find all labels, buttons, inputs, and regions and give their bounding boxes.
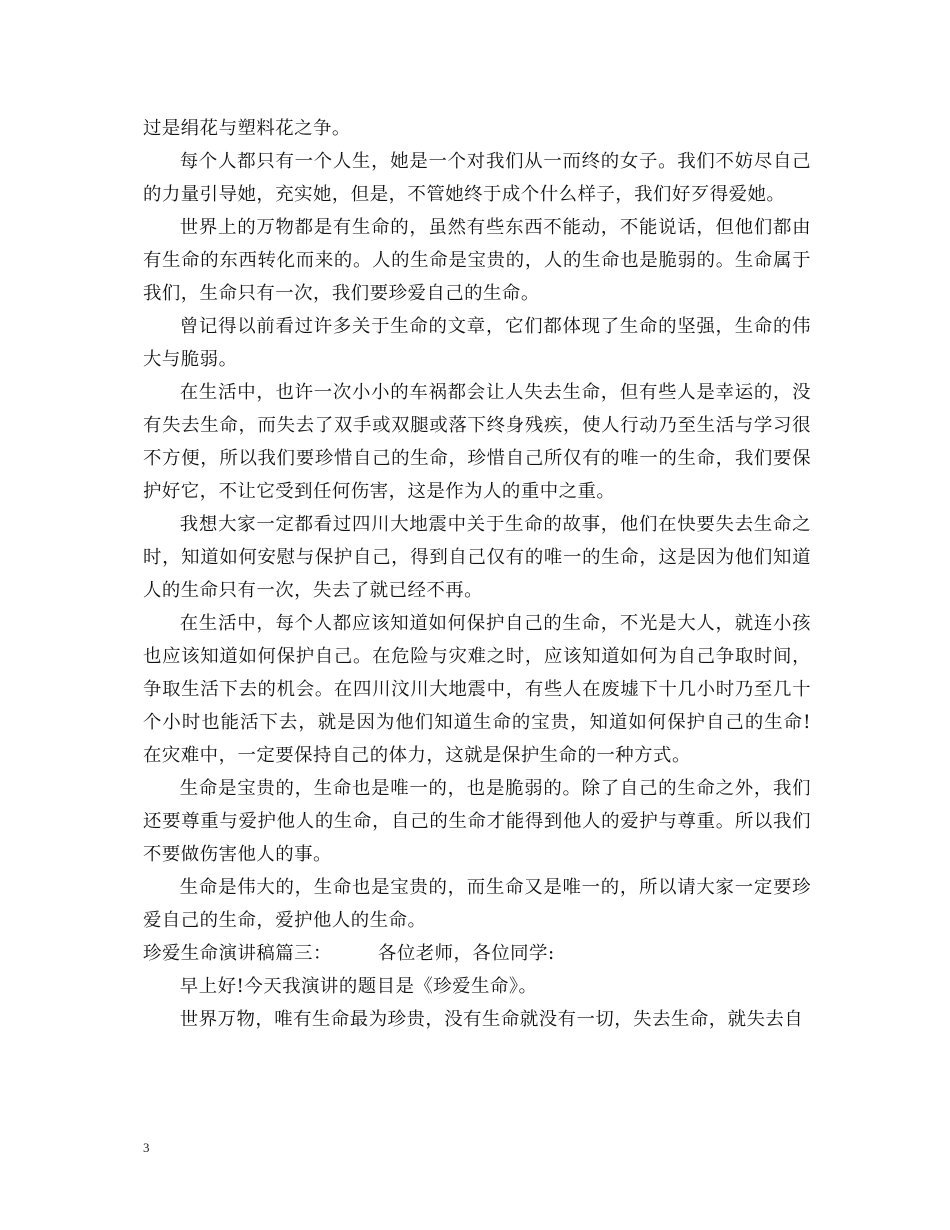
page-number: 3 (143, 1140, 150, 1155)
section-title: 珍爱生命演讲稿篇三： (143, 943, 332, 964)
paragraph: 早上好!今天我演讲的题目是《珍爱生命》。 (179, 976, 538, 997)
paragraph: 世界上的万物都是有生命的，虽然有些东西不能动，不能说话，但他们都由有生命的东西转化而来的。人的生命是宝贵的，人的生命也是脆弱的。生命属于我们，生命只有一次，我们要珍爱自己的生命。 (143, 217, 811, 304)
paragraph: 每个人都只有一个人生，她是一个对我们从一而终的女子。我们不妨尽自己的力量引导她，充实她，但是，不管她终于成个什么样子，我们好歹得爱她。 (143, 151, 811, 205)
greeting: 各位老师，各位同学: (377, 943, 555, 964)
section-heading (143, 937, 811, 970)
paragraph: 曾记得以前看过许多关于生命的文章，它们都体现了生命的坚强，生命的伟大与脆弱。 (143, 316, 811, 370)
paragraph: 我想大家一定都看过四川大地震中关于生命的故事，他们在快要失去生命之时，知道如何安慰与保护自己，得到自己仅有的唯一的生命，这是因为他们知道人的生命只有一次，失去了就已经不再。 (143, 514, 811, 601)
heading-spacer (332, 937, 378, 970)
paragraph: 在生活中，也许一次小小的车祸都会让人失去生命，但有些人是幸运的，没有失去生命，而失去了双手或双腿或落下终身残疾，使人行动乃至生活与学习很不方便，所以我们要珍惜自己的生命，珍惜自己所仅有的唯一的生命，我们要保护好它，不让它受到任何伤害，这是作为人的重中之重。 (143, 382, 811, 502)
paragraph: 世界万物，唯有生命最为珍贵，没有生命就没有一切，失去生命，就失去自 (179, 1009, 804, 1030)
paragraph: 在生活中，每个人都应该知道如何保护自己的生命，不光是大人，就连小孩也应该知道如何保护自己。在危险与灾难之时，应该知道如何为自己争取时间，争取生活下去的机会。在四川汶川大地震中，有些人在废墟下十几小时乃至几十个小时也能活下去，就是因为他们知道生命的宝贵，知道如何保护自己的生命!在灾难中，一定要保持自己的体力，这就是保护生命的一种方式。 (143, 613, 811, 766)
paragraph: 生命是宝贵的，生命也是唯一的，也是脆弱的。除了自己的生命之外，我们还要尊重与爱护他人的生命，自己的生命才能得到他人的爱护与尊重。所以我们不要做伤害他人的事。 (143, 778, 811, 865)
document-body (143, 112, 811, 1036)
paragraph: 过是绢花与塑料花之争。 (143, 118, 351, 139)
paragraph: 生命是伟大的，生命也是宝贵的，而生命又是唯一的，所以请大家一定要珍爱自己的生命，爱护他人的生命。 (143, 877, 811, 931)
